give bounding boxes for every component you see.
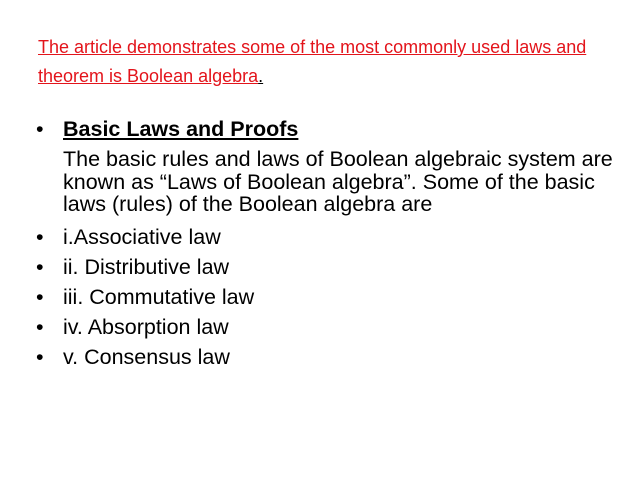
slide-heading — [38, 33, 608, 91]
bullet-icon: • — [36, 314, 44, 339]
list-item-law — [36, 312, 626, 342]
section-paragraph: The basic rules and laws of Boolean algebraic system are known as “Laws of Boolean algebra”. Some of the basic laws (rules) of the Boolean algebra are — [63, 147, 613, 216]
law-label: iv. Absorption law — [63, 314, 229, 339]
law-label: v. Consensus law — [63, 344, 230, 369]
heading-text: The article demonstrates some of the most commonly used laws and theorem is Boolean algebra — [38, 37, 587, 86]
bullet-icon: • — [36, 117, 44, 141]
list-item-law — [36, 342, 626, 372]
heading-period: . — [258, 66, 264, 86]
bullet-icon: • — [36, 254, 44, 279]
list-item-law — [36, 252, 626, 282]
law-label: iii. Commutative law — [63, 284, 255, 309]
bullet-icon: • — [36, 344, 44, 369]
bullet-icon: • — [36, 224, 44, 249]
law-label: ii. Distributive law — [63, 254, 230, 279]
law-label: i.Associative law — [63, 224, 221, 249]
content-list — [36, 114, 626, 372]
bullet-icon: • — [36, 284, 44, 309]
list-item-law — [36, 282, 626, 312]
list-item-law — [36, 222, 626, 252]
list-item-basic-laws — [36, 114, 626, 216]
section-title: Basic Laws and Proofs — [63, 117, 299, 141]
